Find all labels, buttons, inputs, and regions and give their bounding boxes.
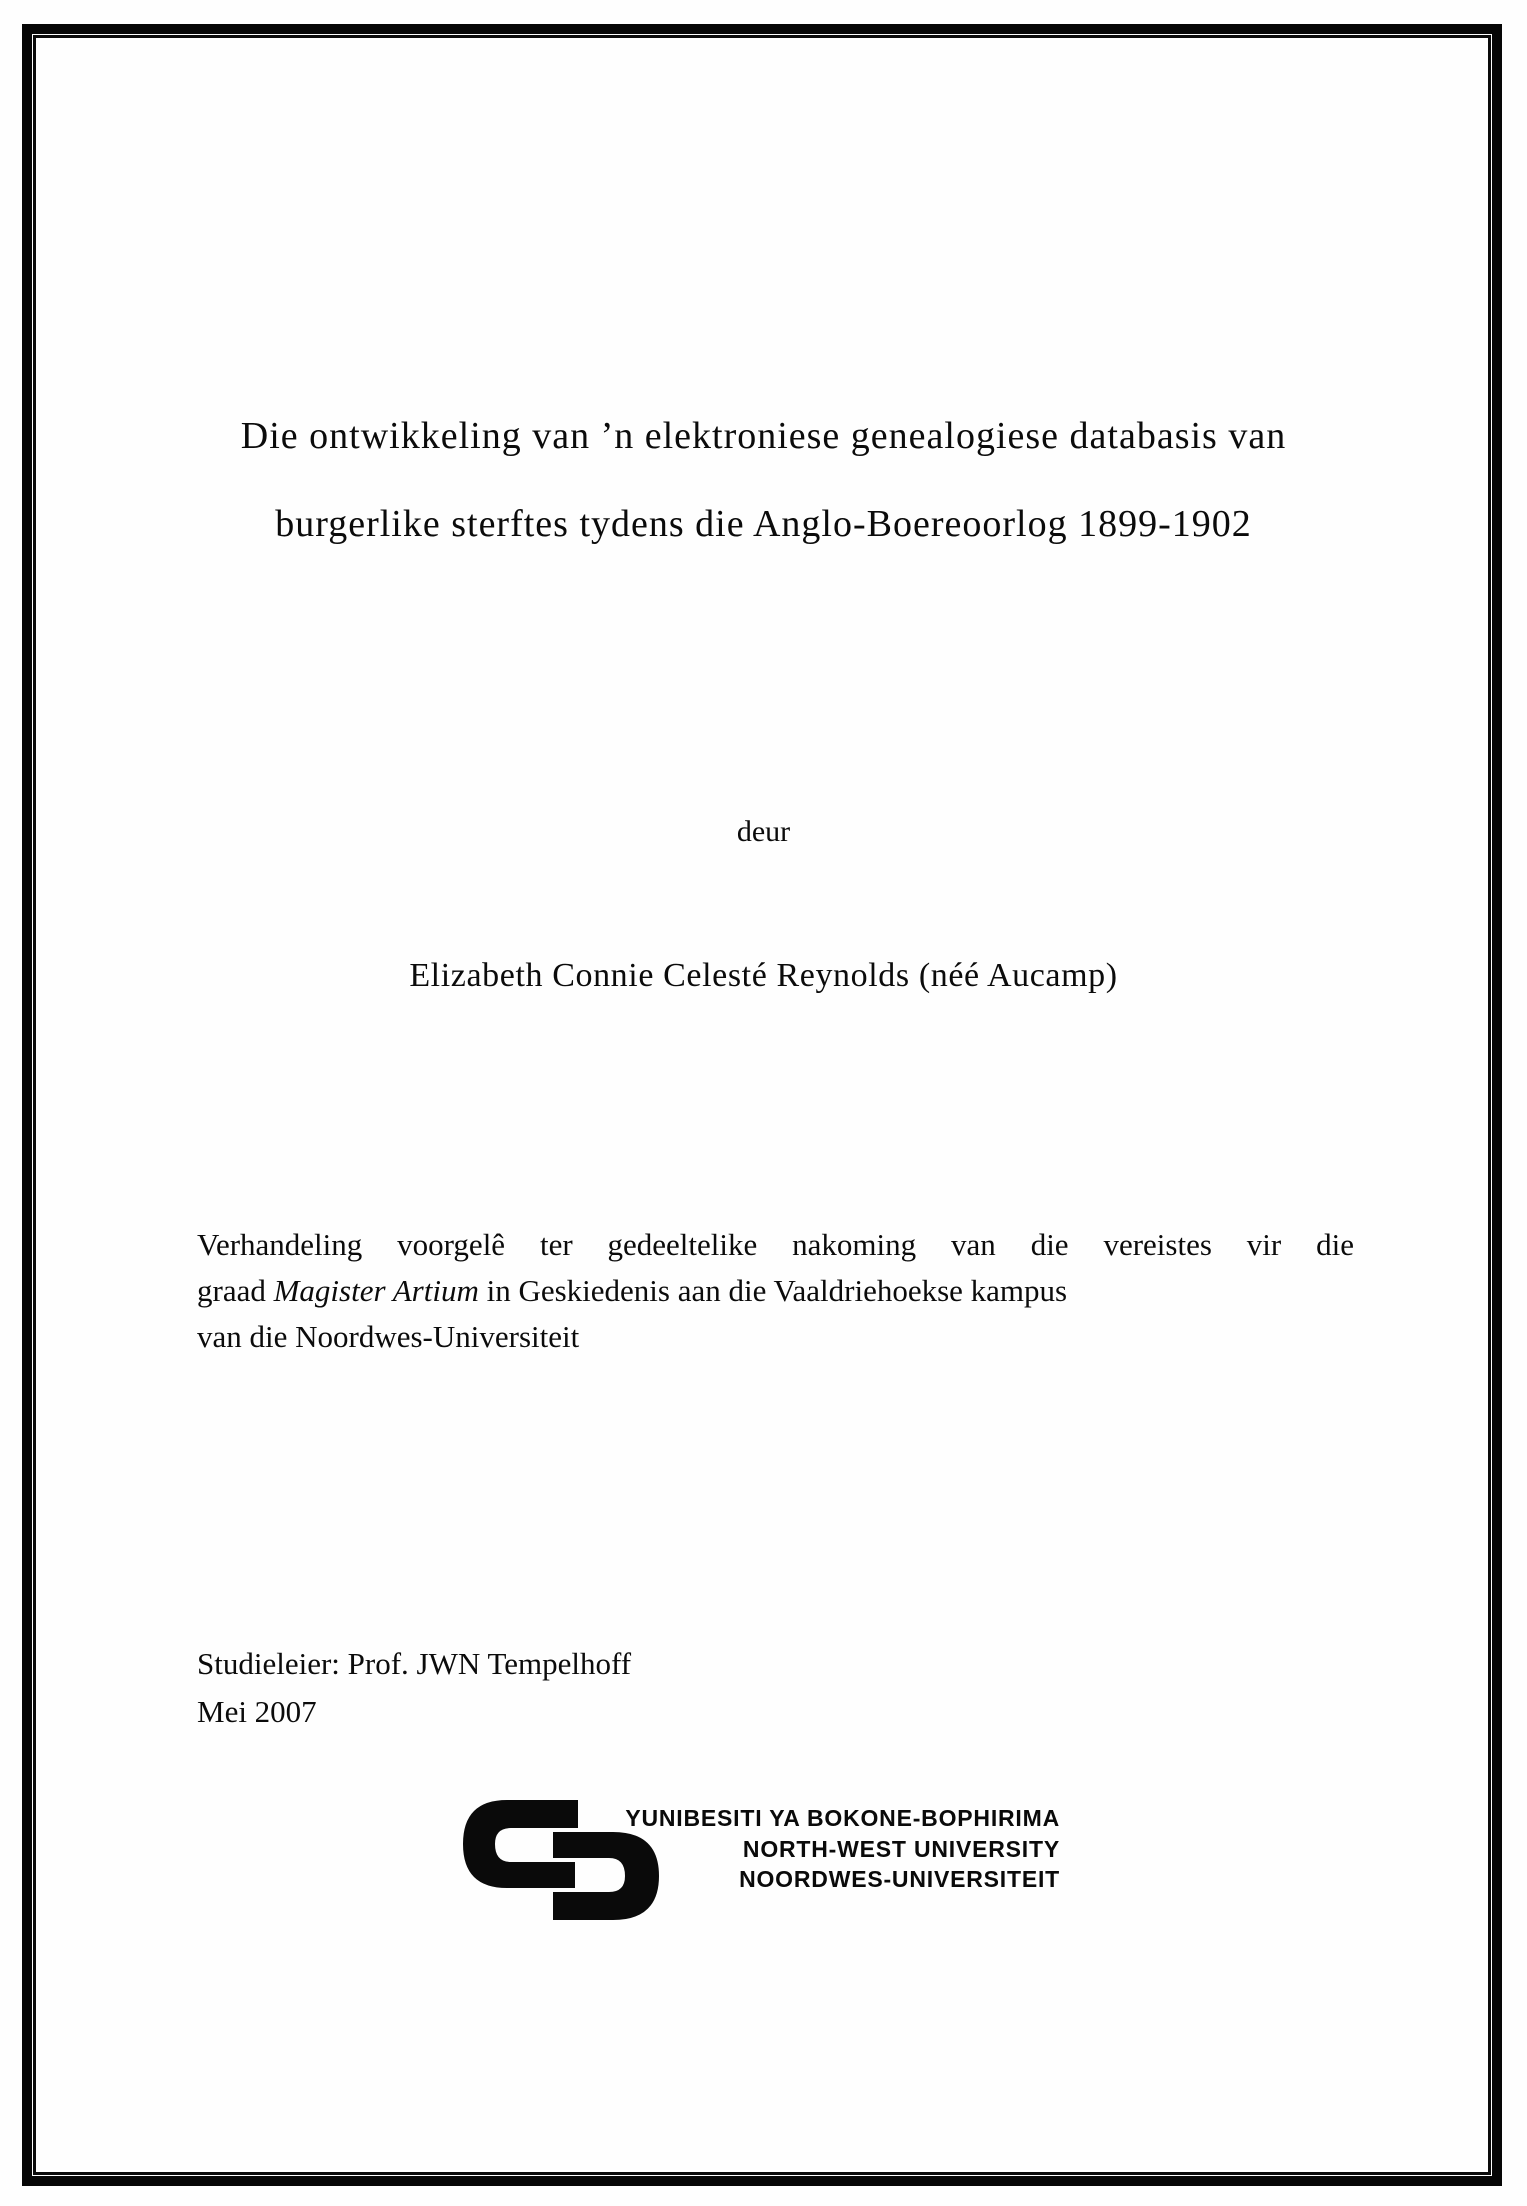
university-logo-text bbox=[560, 1803, 1060, 1895]
degree-statement-line2-suffix: in Geskiedenis aan die Vaaldriehoekse kampus bbox=[478, 1273, 1068, 1308]
university-name-english: NORTH-WEST UNIVERSITY bbox=[742, 1835, 1060, 1862]
thesis-title-line2: burgerlike sterftes tydens die Anglo-Boereoorlog 1899-1902 bbox=[275, 503, 1252, 545]
degree-statement bbox=[197, 1222, 1354, 1360]
byline-label: deur bbox=[736, 815, 791, 848]
thesis-title bbox=[110, 392, 1417, 568]
date-line: Mei 2007 bbox=[197, 1694, 317, 1729]
degree-statement-line3: van die Noordwes-Universiteit bbox=[197, 1319, 580, 1354]
degree-statement-line2 bbox=[197, 1268, 1354, 1314]
supervisor-line: Studieleier: Prof. JWN Tempelhoff bbox=[197, 1646, 632, 1681]
degree-statement-line2-prefix: graad bbox=[197, 1273, 274, 1308]
supervisor-block bbox=[197, 1640, 631, 1736]
thesis-title-line1: Die ontwikkeling van ’n elektroniese genealogiese databasis van bbox=[240, 415, 1287, 457]
university-name-setswana: YUNIBESITI YA BOKONE-BOPHIRIMA bbox=[625, 1805, 1060, 1831]
degree-name: Magister Artium bbox=[273, 1273, 479, 1308]
university-name-afrikaans: NOORDWES-UNIVERSITEIT bbox=[739, 1866, 1060, 1892]
author-name: Elizabeth Connie Celesté Reynolds (néé Aucamp) bbox=[409, 957, 1118, 994]
degree-statement-line1: Verhandeling voorgelê ter gedeeltelike nakoming van die vereistes vir die bbox=[197, 1227, 1354, 1262]
university-logo bbox=[461, 1798, 1101, 1978]
